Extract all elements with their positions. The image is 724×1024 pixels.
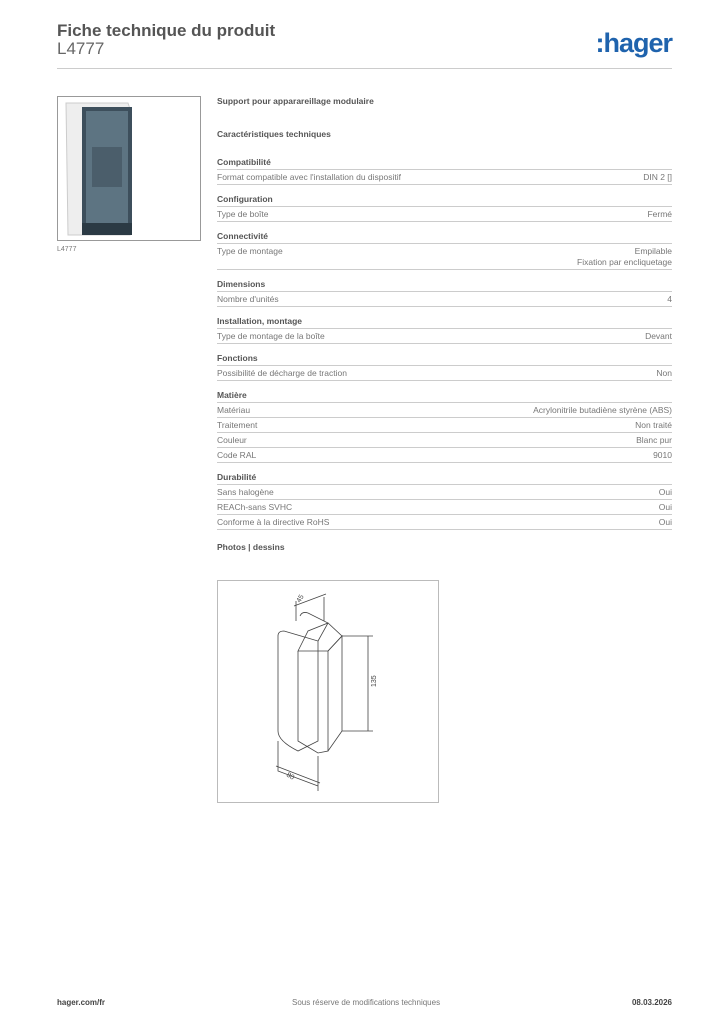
spec-value-text: Fermé bbox=[647, 209, 672, 219]
product-code: L4777 bbox=[57, 39, 105, 58]
spec-label: Possibilité de décharge de traction bbox=[217, 368, 347, 378]
spec-value bbox=[667, 294, 672, 305]
spec-label: Code RAL bbox=[217, 450, 257, 460]
spec-label: Couleur bbox=[217, 435, 247, 445]
spec-value-text: Fixation par encliquetage bbox=[577, 257, 672, 267]
product-image bbox=[57, 96, 201, 241]
spec-section bbox=[217, 472, 672, 530]
spec-value-text: 4 bbox=[667, 294, 672, 304]
spec-row bbox=[217, 418, 672, 433]
spec-value-text: 9010 bbox=[653, 450, 672, 460]
spec-row bbox=[217, 170, 672, 185]
spec-value-text: Non traité bbox=[635, 420, 672, 430]
spec-value-text: Empilable bbox=[634, 246, 672, 256]
section-title: Connectivité bbox=[217, 231, 672, 244]
page-title: Fiche technique du produit bbox=[57, 21, 276, 40]
spec-label: Type de boîte bbox=[217, 209, 269, 219]
spec-value-text: Oui bbox=[658, 517, 672, 527]
section-title: Matière bbox=[217, 390, 672, 403]
spec-label: Conforme à la directive RoHS bbox=[217, 517, 330, 527]
section-title: Durabilité bbox=[217, 472, 672, 485]
spec-label: Type de montage bbox=[217, 246, 283, 256]
section-title: Fonctions bbox=[217, 353, 672, 366]
spec-value bbox=[533, 405, 672, 416]
dim-depth: 80 bbox=[285, 771, 296, 782]
spec-row bbox=[217, 433, 672, 448]
spec-label: Sans halogène bbox=[217, 487, 274, 497]
image-caption: L4777 bbox=[57, 246, 77, 253]
spec-value bbox=[659, 487, 672, 498]
spec-section bbox=[217, 194, 672, 222]
spec-value-text: Oui bbox=[658, 502, 672, 512]
section-title: Installation, montage bbox=[217, 316, 672, 329]
spec-section bbox=[217, 353, 672, 381]
spec-value bbox=[577, 246, 672, 268]
dim-height: 135 bbox=[371, 675, 378, 687]
spec-value-text: Devant bbox=[645, 331, 672, 341]
spec-row bbox=[217, 329, 672, 344]
spec-section bbox=[217, 316, 672, 344]
spec-label: Nombre d'unités bbox=[217, 294, 279, 304]
footer-date: 08.03.2026 bbox=[631, 998, 672, 1007]
divider bbox=[57, 68, 672, 69]
spec-value bbox=[659, 502, 672, 513]
spec-value-text: Oui bbox=[658, 487, 672, 497]
spec-value bbox=[643, 172, 672, 183]
spec-row bbox=[217, 366, 672, 381]
spec-row bbox=[217, 448, 672, 463]
spec-row bbox=[217, 500, 672, 515]
spec-label: Traitement bbox=[217, 420, 258, 430]
dim-width: 45 bbox=[295, 593, 306, 604]
spec-row bbox=[217, 403, 672, 418]
section-title: Configuration bbox=[217, 194, 672, 207]
spec-row bbox=[217, 244, 672, 270]
section-title: Compatibilité bbox=[217, 157, 672, 170]
spec-label: Matériau bbox=[217, 405, 251, 415]
spec-section bbox=[217, 390, 672, 463]
spec-value-text: DIN 2 [] bbox=[643, 172, 672, 182]
spec-value bbox=[656, 368, 672, 379]
tech-title: Caractéristiques techniques bbox=[217, 129, 331, 139]
spec-value bbox=[659, 517, 672, 528]
photos-title: Photos | dessins bbox=[217, 542, 285, 552]
spec-label: Type de montage de la boîte bbox=[217, 331, 325, 341]
hager-logo: :hager bbox=[595, 28, 672, 58]
spec-value bbox=[635, 420, 672, 431]
spec-value-text: Non bbox=[656, 368, 672, 378]
spec-value-text: Blanc pur bbox=[636, 435, 672, 445]
spec-row bbox=[217, 292, 672, 307]
dimension-drawing bbox=[217, 580, 439, 803]
footer-site[interactable]: hager.com/fr bbox=[57, 998, 106, 1007]
spec-value bbox=[647, 209, 672, 220]
product-description: Support pour apparareillage modulaire bbox=[217, 96, 374, 106]
spec-value bbox=[636, 435, 672, 446]
spec-label: REACh-sans SVHC bbox=[217, 502, 293, 512]
spec-row bbox=[217, 515, 672, 530]
spec-value bbox=[653, 450, 672, 461]
spec-row bbox=[217, 485, 672, 500]
spec-section bbox=[217, 279, 672, 307]
spec-value bbox=[645, 331, 672, 342]
spec-label: Format compatible avec l'installation du dispositif bbox=[217, 172, 401, 182]
section-title: Dimensions bbox=[217, 279, 672, 292]
spec-section bbox=[217, 157, 672, 185]
footer-note: Sous réserve de modifications techniques bbox=[292, 998, 441, 1007]
spec-sheet bbox=[217, 96, 672, 552]
spec-value-text: Acrylonitrile butadiène styrène (ABS) bbox=[533, 405, 672, 415]
spec-row bbox=[217, 207, 672, 222]
spec-section bbox=[217, 231, 672, 270]
